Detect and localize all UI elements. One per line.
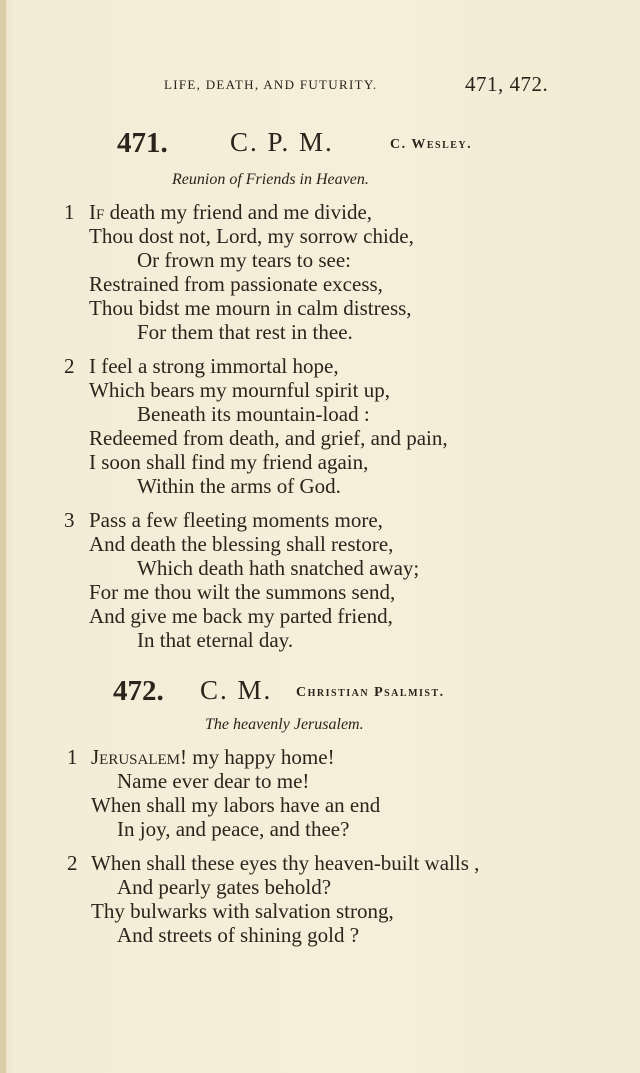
verse-line: In joy, and peace, and thee? (117, 817, 350, 841)
verse-number: 1 (64, 200, 75, 224)
verse-line: I soon shall find my friend again, (89, 450, 369, 474)
hymn-meter: C. M. (200, 675, 273, 705)
hymn-number: 471. (117, 127, 168, 159)
verse-number: 1 (67, 745, 78, 769)
verse-line: Restrained from passionate excess, (89, 272, 383, 296)
verse-line: Or frown my tears to see: (137, 248, 352, 272)
verse-line: Beneath its mountain-load : (137, 402, 370, 426)
verse-line: Which bears my mournful spirit up, (89, 378, 390, 402)
verse-line: For them that rest in thee. (137, 320, 353, 344)
hymn-heading (0, 127, 640, 161)
verse-line: Thy bulwarks with salvation strong, (91, 899, 394, 923)
verse-line: Thou dost not, Lord, my sorrow chide, (89, 224, 414, 248)
verse-line: In that eternal day. (137, 628, 294, 652)
hymn-meter: C. P. M. (230, 127, 334, 157)
verse-line: Jerusalem! my happy home! (91, 745, 335, 769)
hymn-title: The heavenly Jerusalem. (205, 716, 364, 733)
verse-line: When shall my labors have an end (91, 793, 381, 817)
verse-number: 3 (64, 508, 75, 532)
verse-line: Redeemed from death, and grief, and pain, (89, 426, 448, 450)
verse-number: 2 (67, 851, 78, 875)
hymn-heading (0, 675, 640, 709)
verse-line: Which death hath snatched away; (137, 556, 420, 580)
verse-line: And death the blessing shall restore, (89, 532, 394, 556)
verse-line: If death my friend and me divide, (89, 200, 373, 224)
verse-line: Thou bidst me mourn in calm distress, (89, 296, 412, 320)
verse-line: Name ever dear to me! (117, 769, 310, 793)
verse-line: When shall these eyes thy heaven-built walls , (91, 851, 480, 875)
hymn-title: Reunion of Friends in Heaven. (172, 171, 369, 188)
verse-number: 2 (64, 354, 75, 378)
page-numbers: 471, 472. (465, 72, 549, 96)
hymn-author: Christian Psalmist. (296, 685, 445, 700)
verse-line: Within the arms of God. (137, 474, 341, 498)
verse-line: Pass a few fleeting moments more, (89, 508, 383, 532)
hymn-author: C. Wesley. (390, 137, 473, 152)
verse-line: And pearly gates behold? (117, 875, 332, 899)
running-head-title: LIFE, DEATH, AND FUTURITY. (164, 77, 378, 92)
verse-line: And give me back my parted friend, (89, 604, 393, 628)
verse-line: For me thou wilt the summons send, (89, 580, 396, 604)
verse-line: I feel a strong immortal hope, (89, 354, 339, 378)
hymn-number: 472. (113, 675, 164, 707)
verse-line: And streets of shining gold ? (117, 923, 360, 947)
